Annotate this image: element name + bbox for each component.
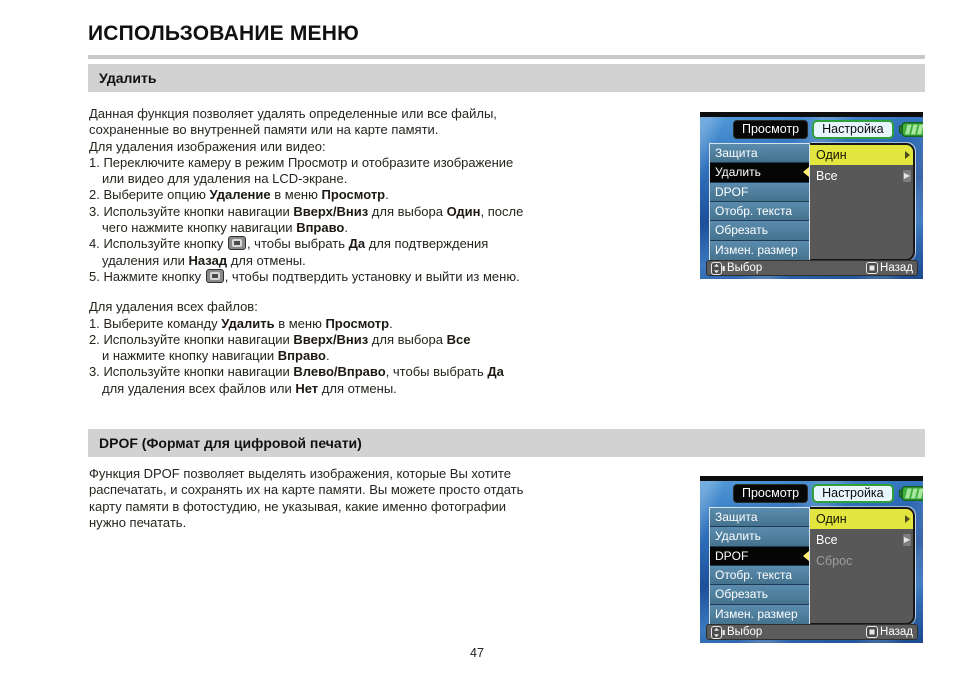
menu-item-protect: Защита xyxy=(710,508,809,527)
battery-full-icon xyxy=(899,122,923,137)
text-segment: Один xyxy=(446,203,481,219)
text-line xyxy=(89,171,689,187)
text-segment: Для удаления изображения или видео: xyxy=(89,138,326,154)
text-segment: Влево/Вправо xyxy=(293,364,386,380)
lcd-tab-bar xyxy=(700,481,923,505)
menu-item-crop: Обрезать xyxy=(710,585,809,604)
text-segment: Вправо xyxy=(277,348,326,364)
text-segment: . xyxy=(385,187,389,203)
dpad-icon xyxy=(711,262,725,275)
back-button-icon xyxy=(866,626,878,638)
text-segment: Все xyxy=(446,331,471,347)
text-line xyxy=(89,299,689,315)
page-number: 47 xyxy=(470,646,484,660)
menu-left-column xyxy=(709,507,810,625)
text-segment: для выбора xyxy=(368,203,447,219)
text-segment: 4. Используйте кнопку xyxy=(89,236,227,252)
text-segment: или видео для удаления на LCD-экране. xyxy=(102,171,348,187)
submenu-item-one-selected: Один xyxy=(810,145,913,165)
tab-playback: Просмотр xyxy=(733,484,808,503)
text-line xyxy=(89,106,689,122)
text-segment: для отмены. xyxy=(318,380,397,396)
text-segment: для выбора xyxy=(368,331,447,347)
text-segment: , чтобы выбрать xyxy=(385,364,488,380)
text-line xyxy=(89,236,689,252)
text-segment: сохраненные во внутренней памяти или на карте памяти. xyxy=(89,122,439,138)
submenu-right-column xyxy=(810,143,915,261)
text-segment: Просмотр xyxy=(325,315,390,331)
text-segment: . xyxy=(325,348,330,364)
text-line xyxy=(89,332,689,348)
submenu-item-reset-disabled: Сброс xyxy=(816,554,853,568)
text-segment: Вверх/Вниз xyxy=(293,203,369,219)
text-line xyxy=(89,381,689,397)
text-line xyxy=(89,122,689,138)
text-segment: Вверх/Вниз xyxy=(293,331,369,347)
lcd-tab-bar xyxy=(700,117,923,141)
text-line xyxy=(89,139,689,155)
text-line xyxy=(89,220,689,236)
text-segment: Удаление xyxy=(209,187,271,203)
menu-item-protect: Защита xyxy=(710,144,809,163)
dpof-section-text xyxy=(89,466,689,531)
text-line: распечатать, и сохранять их на карте памяти. Вы можете просто отдать xyxy=(89,482,524,498)
text-segment: . xyxy=(389,315,393,331)
lcd-menu-panel xyxy=(709,507,915,625)
text-line xyxy=(89,348,689,364)
text-segment: 5. Нажмите кнопку xyxy=(89,268,205,284)
text-segment: Нет xyxy=(295,380,319,396)
tab-playback: Просмотр xyxy=(733,120,808,139)
menu-item-text-display: Отобр. текста xyxy=(710,566,809,585)
text-segment: удаления или xyxy=(102,252,189,268)
text-segment: в меню xyxy=(270,187,322,203)
submenu-item-all: Все ▶ xyxy=(810,530,913,550)
text-line xyxy=(89,364,689,380)
text-segment: Просмотр xyxy=(321,187,386,203)
lcd-hint-bar xyxy=(706,624,918,640)
hint-select-label: Выбор xyxy=(727,262,763,274)
text-segment: Вправо xyxy=(296,220,345,236)
delete-section-text xyxy=(89,106,689,397)
text-segment: 1. Выберите команду xyxy=(89,315,222,331)
text-line xyxy=(89,155,689,171)
section-header-dpof: DPOF (Формат для цифровой печати) xyxy=(88,429,925,457)
text-segment: , чтобы выбрать xyxy=(246,236,349,252)
text-segment: 3. Используйте кнопки навигации xyxy=(89,203,294,219)
text-line: карту памяти в фотостудию, не указывая, какие именно фотографии xyxy=(89,498,506,514)
set-button-icon xyxy=(228,236,246,250)
hint-select-label: Выбор xyxy=(727,626,763,638)
hint-back xyxy=(866,626,913,638)
submenu-item-all: Все ▶ xyxy=(810,166,913,186)
text-segment: Удалить xyxy=(221,315,275,331)
menu-item-delete: Удалить xyxy=(710,527,809,546)
text-segment: 3. Используйте кнопки навигации xyxy=(89,364,294,380)
hint-select xyxy=(711,262,762,275)
lcd-screenshot-dpof-menu xyxy=(700,476,923,643)
text-segment: Да xyxy=(487,364,504,380)
text-segment: Данная функция позволяет удалять определенные или все файлы, xyxy=(89,106,497,121)
menu-item-delete-active: Удалить xyxy=(710,163,809,182)
menu-item-crop: Обрезать xyxy=(710,221,809,240)
text-segment: 1. Переключите камеру в режим Просмотр и отобразите изображение xyxy=(89,154,514,170)
menu-item-dpof-active: DPOF xyxy=(710,547,809,566)
text-segment: , чтобы подтвердить установку и выйти из меню. xyxy=(224,268,520,284)
lcd-menu-panel xyxy=(709,143,915,261)
menu-item-resize: Измен. размер xyxy=(710,605,809,624)
text-segment: 2. Выберите опцию xyxy=(89,187,210,203)
text-line xyxy=(89,204,689,220)
text-segment: Для удаления всех файлов: xyxy=(89,299,258,315)
menu-item-resize: Измен. размер xyxy=(710,241,809,260)
tab-setup: Настройка xyxy=(812,120,894,139)
hint-back-label: Назад xyxy=(880,262,913,274)
hint-back xyxy=(866,262,913,274)
text-segment: для отмены. xyxy=(227,252,306,268)
submenu-right-column xyxy=(810,507,915,625)
text-segment: для удаления всех файлов или xyxy=(102,380,296,396)
section-header-delete: Удалить xyxy=(88,64,925,92)
title-rule xyxy=(88,55,925,59)
text-segment: для подтверждения xyxy=(365,236,489,252)
dpad-icon xyxy=(711,626,725,639)
hint-select xyxy=(711,626,762,639)
menu-item-text-display: Отобр. текста xyxy=(710,202,809,221)
set-button-icon xyxy=(206,269,224,283)
text-segment: , после xyxy=(480,203,524,219)
tab-setup: Настройка xyxy=(812,484,894,503)
text-segment: 2. Используйте кнопки навигации xyxy=(89,331,294,347)
menu-item-dpof: DPOF xyxy=(710,183,809,202)
text-segment: и нажмите кнопку навигации xyxy=(102,348,278,364)
paragraph-gap xyxy=(89,285,689,299)
back-button-icon xyxy=(866,262,878,274)
text-line xyxy=(89,269,689,285)
text-line xyxy=(89,316,689,332)
text-segment: Да xyxy=(348,236,366,252)
submenu-item-one-selected: Один xyxy=(810,509,913,529)
text-line: нужно печатать. xyxy=(89,514,187,530)
battery-full-icon xyxy=(899,486,923,501)
text-segment: Назад xyxy=(188,252,228,268)
lcd-hint-bar xyxy=(706,260,918,276)
menu-left-column xyxy=(709,143,810,261)
text-line xyxy=(89,187,689,203)
text-line: Функция DPOF позволяет выделять изображения, которые Вы хотите xyxy=(89,466,511,481)
text-segment: чего нажмите кнопку навигации xyxy=(102,220,297,236)
text-segment: . xyxy=(344,220,348,236)
text-line xyxy=(89,253,689,269)
lcd-screenshot-delete-menu xyxy=(700,112,923,279)
page-title: ИСПОЛЬЗОВАНИЕ МЕНЮ xyxy=(88,22,359,45)
hint-back-label: Назад xyxy=(880,626,913,638)
text-segment: в меню xyxy=(274,315,326,331)
